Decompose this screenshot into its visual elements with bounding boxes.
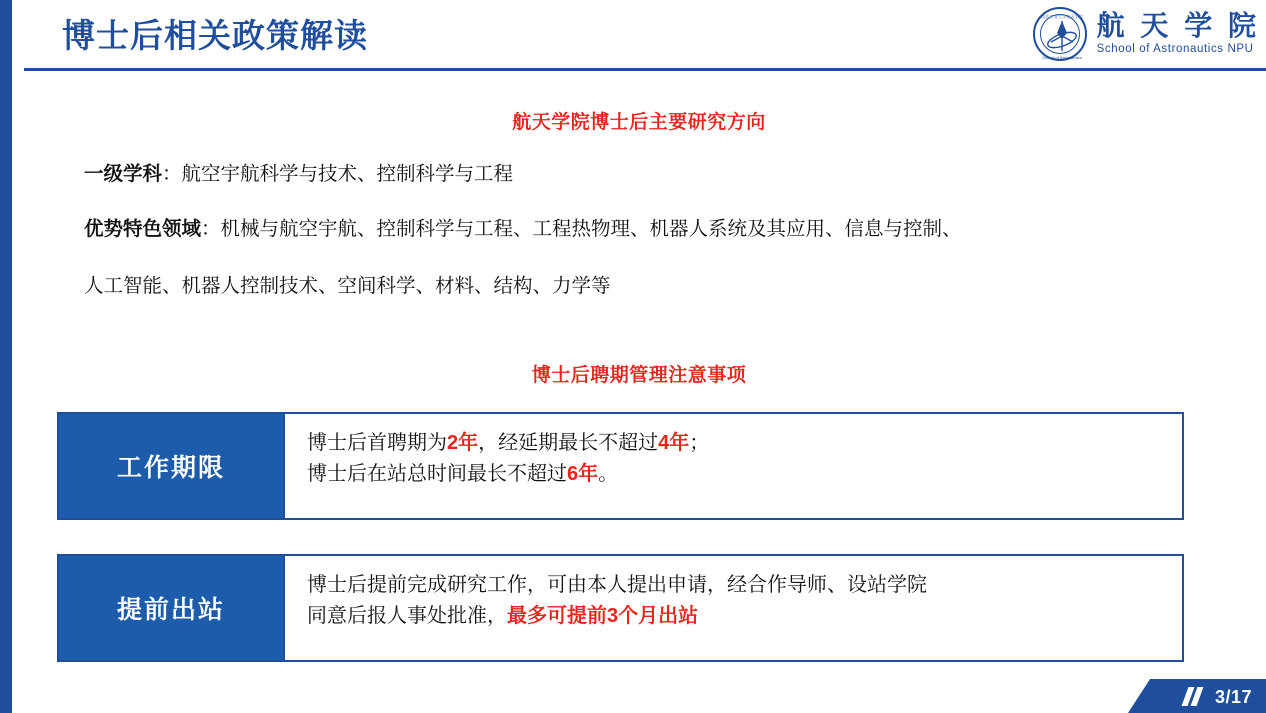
plain-text: 博士后在站总时间最长不超过 <box>307 463 567 485</box>
paragraph-featured-fields-cont <box>84 272 611 301</box>
info-box-content <box>285 414 1182 518</box>
slide-header <box>12 0 1266 70</box>
university-seal-icon <box>1033 7 1087 61</box>
paragraph-label: 优势特色领域 <box>84 218 202 240</box>
paragraph-featured-fields <box>84 215 962 244</box>
paragraph-label: 一级学科 <box>84 163 163 185</box>
header-divider <box>24 68 1266 71</box>
slide-body <box>12 72 1266 713</box>
page-title: 博士后相关政策解读 <box>62 17 368 54</box>
plain-text: 。 <box>598 463 619 485</box>
plain-text: 同意后报人事处批准， <box>307 605 507 627</box>
school-logo <box>1033 4 1260 64</box>
info-box-early-departure <box>57 554 1184 662</box>
logo-name-en: School of Astronautics NPU <box>1096 43 1254 56</box>
section-heading-appointment-notes: 博士后聘期管理注意事项 <box>531 365 747 386</box>
info-box-line <box>307 459 1182 490</box>
plain-text: ； <box>689 432 710 454</box>
logo-name-cn: 航 天 学 院 <box>1096 10 1260 42</box>
info-box-label: 提前出站 <box>59 556 285 660</box>
highlighted-text: 6年 <box>567 463 599 485</box>
svg-text:School of Astronautics: School of Astronautics <box>1041 55 1082 60</box>
paragraph-text: 人工智能、机器人控制技术、空间科学、材料、结构、力学等 <box>84 275 611 297</box>
svg-text:西北工业大学航天学院: 西北工业大学航天学院 <box>1040 14 1083 19</box>
slash-decoration-icon <box>1185 687 1200 706</box>
paragraph-text: 机械与航空宇航、控制科学与工程、工程热物理、机器人系统及其应用、信息与控制、 <box>220 218 962 240</box>
plain-text: 博士后提前完成研究工作，可由本人提出申请，经合作导师、设站学院 <box>307 574 927 596</box>
page-number-text: 3/17 <box>1214 687 1252 707</box>
paragraph-separator: ： <box>201 218 221 240</box>
plain-text: 博士后首聘期为 <box>307 432 447 454</box>
info-box-label: 工作期限 <box>59 414 285 518</box>
paragraph-separator: ： <box>162 163 182 185</box>
section-heading-research-areas: 航天学院博士后主要研究方向 <box>512 112 766 133</box>
logo-text <box>1097 12 1260 56</box>
info-box-work-period <box>57 412 1184 520</box>
info-box-line <box>307 601 1182 632</box>
highlighted-text: 4年 <box>658 432 690 454</box>
highlighted-text: 最多可提前3个月出站 <box>507 605 699 627</box>
info-box-line <box>307 570 1182 601</box>
page-number-badge <box>1128 679 1266 713</box>
plain-text: ，经延期最长不超过 <box>478 432 659 454</box>
left-accent-bar <box>0 0 12 713</box>
info-box-line <box>307 428 1182 459</box>
paragraph-text: 航空宇航科学与技术、控制科学与工程 <box>181 163 514 185</box>
paragraph-primary-discipline <box>84 160 513 189</box>
highlighted-text: 2年 <box>447 432 479 454</box>
info-box-content <box>285 556 1182 660</box>
